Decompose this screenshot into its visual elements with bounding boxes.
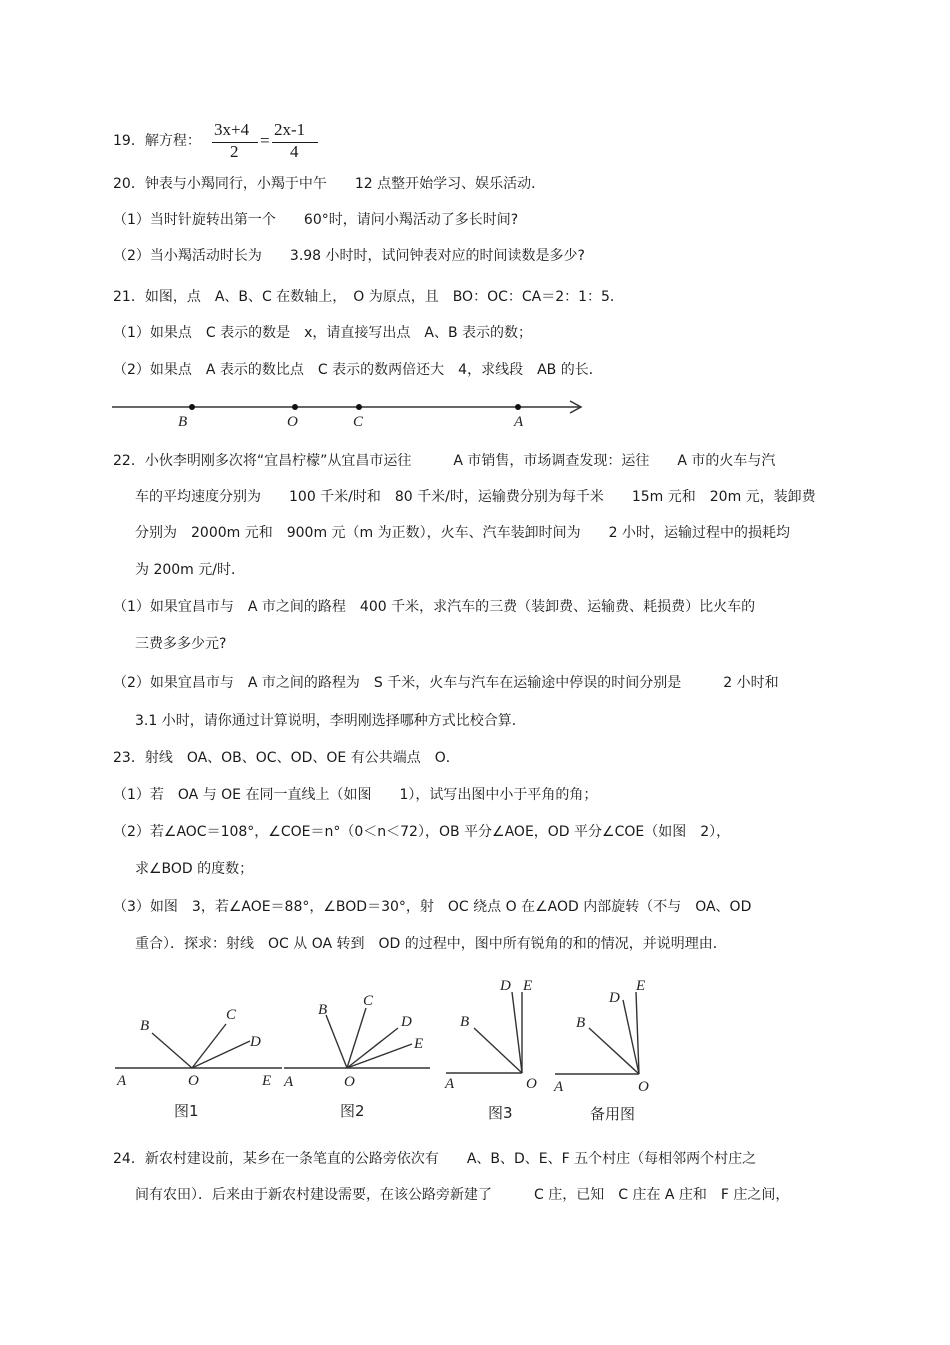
fig1-label-b: B xyxy=(140,1018,150,1034)
label-a: A xyxy=(514,414,524,430)
q20-part1: （1）当时针旋转出第一个 60°时，请问小羯活动了多长时间? xyxy=(113,212,519,228)
spare-caption: 备用图 xyxy=(590,1105,636,1123)
ray-od xyxy=(347,1028,398,1068)
fig2-label-c: C xyxy=(363,993,374,1009)
q19-lhs-denominator: 2 xyxy=(230,142,239,161)
point-b xyxy=(189,404,195,410)
fig3-label-d: D xyxy=(500,978,511,994)
fig3-label-b: B xyxy=(460,1014,470,1030)
q19-lhs-numerator: 3x+4 xyxy=(214,120,250,139)
q22-line1: 22．小伙李明刚多次将“宜昌柠檬”从宜昌市运往 A 市销售，市场调查发现：运往 A 市的火车与汽 xyxy=(113,453,776,469)
q22-part1-line1: （1）如果宜昌市与 A 市之间的路程 400 千米，求汽车的三费（装卸费、运输费、耗损费）比火车的 xyxy=(113,599,756,615)
label-c: C xyxy=(353,414,364,430)
point-c xyxy=(356,404,362,410)
ray-ob xyxy=(474,1028,522,1073)
q22-part2-line2: 3.1 小时，请你通过计算说明，李明刚选择哪种方式比校合算． xyxy=(135,713,526,729)
q23-part3-line1: （3）如图 3，若∠AOE＝88°，∠BOD＝30°，射 OC 绕点 O 在∠AOD 内部旋转（不与 OA、OD xyxy=(113,899,752,915)
q21-stem: 21．如图，点 A、B、C 在数轴上， O 为原点，且 BO：OC：CA＝2：1：5． xyxy=(113,289,624,305)
ray-oc xyxy=(192,1024,226,1068)
fig1-label-o: O xyxy=(188,1073,199,1089)
fig3-label-o: O xyxy=(526,1076,537,1092)
ray-ob xyxy=(152,1033,192,1068)
fig3-caption: 图3 xyxy=(488,1104,513,1122)
q23-part2-line2: 求∠BOD 的度数； xyxy=(135,861,254,877)
q21-part2: （2）如果点 A 表示的数比点 C 表示的数两倍还大 4，求线段 AB 的长． xyxy=(113,362,603,378)
q23-part1: （1）若 OA 与 OE 在同一直线上（如图 1），试写出图中小于平角的角； xyxy=(113,787,598,803)
fig3-label-a: A xyxy=(445,1076,455,1092)
point-a xyxy=(515,404,521,410)
q24-line1: 24．新农村建设前，某乡在一条笔直的公路旁依次有 A、B、D、E、F 五个村庄（每相邻两个村庄之 xyxy=(113,1151,757,1167)
q22-line3: 分别为 2000m 元和 900m 元（m 为正数），火车、汽车装卸时间为 2 小时，运输过程中的损耗均 xyxy=(135,525,790,541)
fig1-label-a: A xyxy=(117,1073,127,1089)
spare-label-e: E xyxy=(636,978,646,994)
q22-part1-line2: 三费多多少元? xyxy=(135,636,227,652)
ray-od xyxy=(192,1041,250,1068)
q19-rhs-numerator: 2x-1 xyxy=(274,120,306,139)
figure-2 xyxy=(280,990,440,1128)
label-o: O xyxy=(287,414,298,430)
number-line-figure xyxy=(110,393,590,433)
spare-label-d: D xyxy=(609,990,620,1006)
q20-part2: （2）当小羯活动时长为 3.98 小时时，试问钟表对应的时间读数是多少? xyxy=(113,248,585,264)
fig2-caption: 图2 xyxy=(340,1102,365,1120)
q23-part2-line1: （2）若∠AOC＝108°，∠COE＝n°（0＜n＜72），OB 平分∠AOE，OD 平分∠COE（如图 2）， xyxy=(113,824,731,840)
q22-part2-line1: （2）如果宜昌市与 A 市之间的路程为 S 千米，火车与汽车在运输途中停误的时间分别是 2 小时和 xyxy=(113,675,779,691)
q23-part3-line2: 重合）．探求：射线 OC 从 OA 转到 OD 的过程中，图中所有锐角的和的情况，并说明理由． xyxy=(135,936,727,952)
q22-line2: 车的平均速度分别为 100 千米/时和 80 千米/时，运输费分别为每千米 15m 元和 20m 元，装卸费 xyxy=(135,489,816,505)
q19-equation xyxy=(212,120,320,164)
fig1-label-c: C xyxy=(226,1007,237,1023)
q19-rhs-denominator: 4 xyxy=(290,142,299,161)
q22-line4: 为 200m 元/时． xyxy=(135,562,245,578)
ray-ob xyxy=(326,1015,347,1068)
fig2-label-d: D xyxy=(401,1014,412,1030)
fig2-label-o: O xyxy=(344,1074,355,1090)
q21-part1: （1）如果点 C 表示的数是 x，请直接写出点 A、B 表示的数； xyxy=(113,325,533,341)
fig3-label-e: E xyxy=(523,978,533,994)
fig2-label-a: A xyxy=(284,1074,294,1090)
figure-1 xyxy=(110,1000,290,1128)
label-b: B xyxy=(178,414,188,430)
fig1-label-e: E xyxy=(262,1073,272,1089)
ray-od xyxy=(512,992,522,1073)
q23-stem: 23．射线 OA、OB、OC、OD、OE 有公共端点 O． xyxy=(113,750,460,766)
q19-prefix: 19．解方程： xyxy=(113,133,201,149)
ray-oe xyxy=(347,1044,412,1068)
spare-label-b: B xyxy=(576,1015,586,1031)
q20-stem: 20．钟表与小羯同行，小羯于中午 12 点整开始学习、娱乐活动． xyxy=(113,176,546,192)
ray-oc xyxy=(347,1008,366,1068)
spare-label-a: A xyxy=(554,1079,564,1095)
fig2-label-e: E xyxy=(414,1036,424,1052)
fig1-caption: 图1 xyxy=(174,1102,199,1120)
point-o xyxy=(292,404,298,410)
fig2-label-b: B xyxy=(318,1002,328,1018)
figure-spare xyxy=(550,970,670,1128)
fig1-label-d: D xyxy=(250,1034,261,1050)
figure-3 xyxy=(440,970,550,1128)
spare-label-o: O xyxy=(638,1079,649,1095)
q24-line2: 间有农田）．后来由于新农村建设需要，在该公路旁新建了 C 庄，已知 C 庄在 A 庄和 F 庄之间， xyxy=(135,1187,790,1203)
ray-ob xyxy=(589,1028,639,1074)
q19-equals: = xyxy=(260,131,270,150)
